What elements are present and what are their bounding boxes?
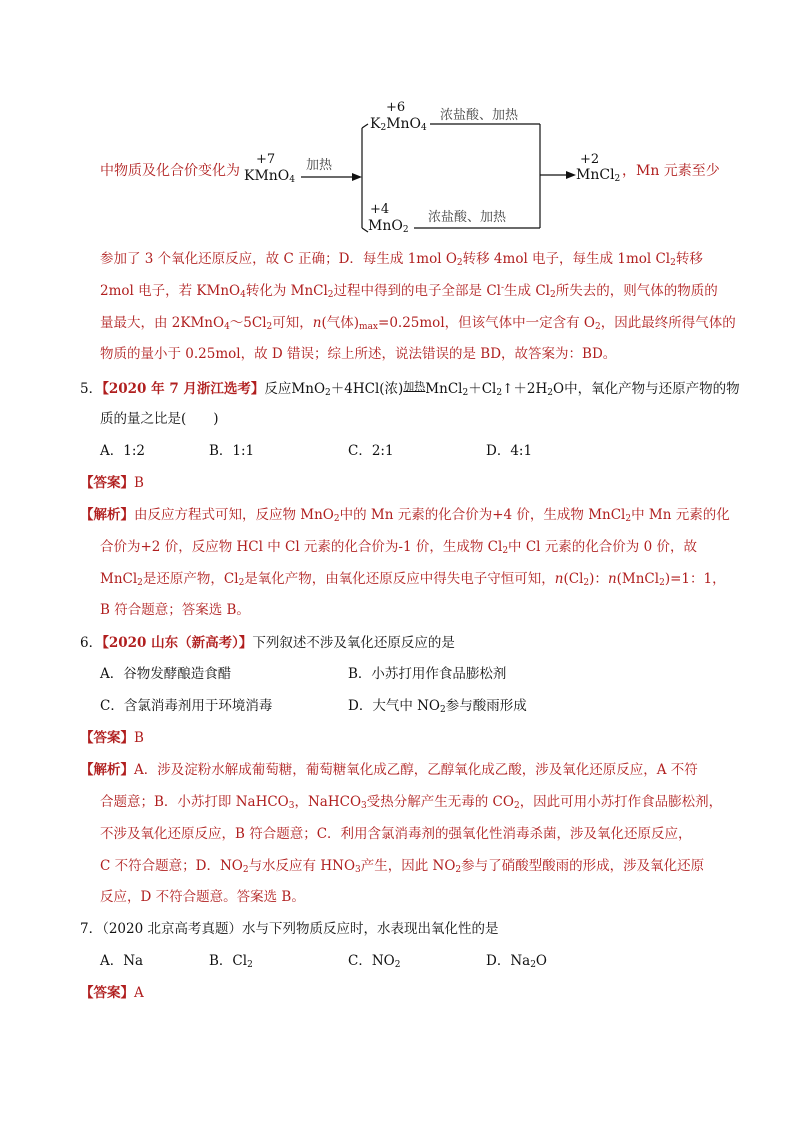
- question-stem: 7．（2020 北京高考真题）水与下列物质反应时，水表现出氧化性的是: [80, 921, 499, 937]
- explanation-line: 2mol 电子，若 KMnO$_4$转化为 MnCl$_2$过程中得到的电子全部是 Cl-生成 $Cl_2$所失去的，则气体的物质的: [100, 283, 718, 300]
- explanation-line: 量最大，由 $2KMnO_4\sim 5Cl_2$可知，n(气体)$_{max}=0.25mol$，但该气体中一定含有 $O_2$，因此最终所得气体的: [100, 315, 736, 332]
- explanation-line: 反应，D 不符合题意。答案选 B。: [100, 889, 305, 905]
- explanation-line: 【解析】A．涉及淀粉水解成葡萄糖，葡萄糖氧化成乙醇，乙醇氧化成乙酸，涉及氧化还原反应，A 不符: [80, 762, 698, 778]
- k2mno4-oxidation-state: +6: [386, 100, 406, 115]
- answer: 【答案】B: [80, 730, 144, 746]
- mno2-oxidation-state: +4: [370, 202, 390, 217]
- mncl2-formula: MnCl$_2$: [576, 167, 621, 184]
- explanation-line: 【解析】由反应方程式可知，反应物 MnO$_2$中的 Mn 元素的化合价为+4 价，生成物 MnCl$_2$中 Mn 元素的化: [80, 507, 730, 524]
- option-b[interactable]: B．小苏打用作食品膨松剂: [348, 666, 507, 682]
- heat-label: 加热: [306, 158, 333, 173]
- option-c[interactable]: C．含氯消毒剂用于环境消毒: [100, 698, 273, 714]
- question-stem: 6．【2020 山东（新高考）】下列叙述不涉及氧化还原反应的是: [80, 635, 455, 651]
- explanation-line: 合价为+2 价，反应物 HCl 中 Cl 元素的化合价为-1 价，生成物 $Cl_2$中 Cl 元素的化合价为 0 价，故: [100, 539, 697, 556]
- explanation-line: MnCl$_2$是还原产物，$Cl_2$是氧化产物，由氧化还原反应中得失电子守恒可知，$n(Cl_2)$：n(MnCl$_2$)=1：1，: [100, 571, 726, 588]
- option-a[interactable]: A．1:2: [100, 443, 145, 459]
- answer: 【答案】A: [80, 985, 144, 1001]
- diagram-suffix: ，Mn 元素至少: [622, 163, 720, 179]
- explanation-line: 合题意；B．小苏打即 NaHCO$_3$，NaHCO$_3$受热分解产生无毒的 $CO_2$，因此可用小苏打作食品膨松剂，: [100, 794, 723, 811]
- option-b[interactable]: B．1:1: [209, 443, 255, 459]
- option-a[interactable]: A．谷物发酵酿造食醋: [100, 666, 232, 682]
- option-d[interactable]: D．$Na_2O$: [486, 953, 547, 970]
- explanation-line: C 不符合题意；D．$NO_2$与水反应有 $HNO_3$产生，因此 $NO_2$参与了硝酸型酸雨的形成，涉及氧化还原: [100, 858, 705, 875]
- question-stem: 5．【2020 年 7 月浙江选考】反应MnO$_2$＋4HCl(浓)加热$MnCl_2+Cl_2↑+2H_2O$中，氧化产物与还原产物的物: [80, 380, 740, 398]
- explanation-line: B 符合题意；答案选 B。: [100, 602, 250, 618]
- option-d[interactable]: D．大气中 $NO_2$参与酸雨形成: [348, 698, 527, 715]
- answer: 【答案】B: [80, 475, 144, 491]
- option-d[interactable]: D．4:1: [486, 443, 533, 459]
- option-a[interactable]: A．Na: [100, 953, 144, 969]
- option-c[interactable]: C．$NO_2$: [348, 953, 401, 970]
- kmno4-oxidation-state: +7: [256, 152, 276, 167]
- option-c[interactable]: C．2:1: [348, 443, 394, 459]
- mno2-formula: MnO$_2$: [368, 218, 409, 235]
- condition-top: 浓盐酸、加热: [440, 108, 519, 123]
- mncl2-oxidation-state: +2: [580, 152, 600, 167]
- diagram-prefix: 中物质及化合价变化为: [100, 163, 240, 179]
- question-stem: 质的量之比是( ): [100, 411, 219, 427]
- explanation-line: 物质的量小于 0.25mol，故 D 错误；综上所述，说法错误的是 BD，故答案为：BD。: [100, 346, 617, 362]
- explanation-line: 参加了 3 个氧化还原反应，故 C 正确；D．每生成 1mol $O_2$转移 4mol 电子，每生成 1mol $Cl_2$转移: [100, 251, 703, 268]
- explanation-line: 不涉及氧化还原反应，B 符合题意；C．利用含氯消毒剂的强氧化性消毒杀菌，涉及氧化还原反应，: [100, 826, 692, 842]
- option-b[interactable]: B．$Cl_2$: [209, 953, 253, 970]
- k2mno4-formula: $K_2MnO_4$: [370, 116, 427, 133]
- condition-bottom: 浓盐酸、加热: [428, 210, 507, 225]
- kmno4-formula: KMnO$_4$: [244, 168, 296, 185]
